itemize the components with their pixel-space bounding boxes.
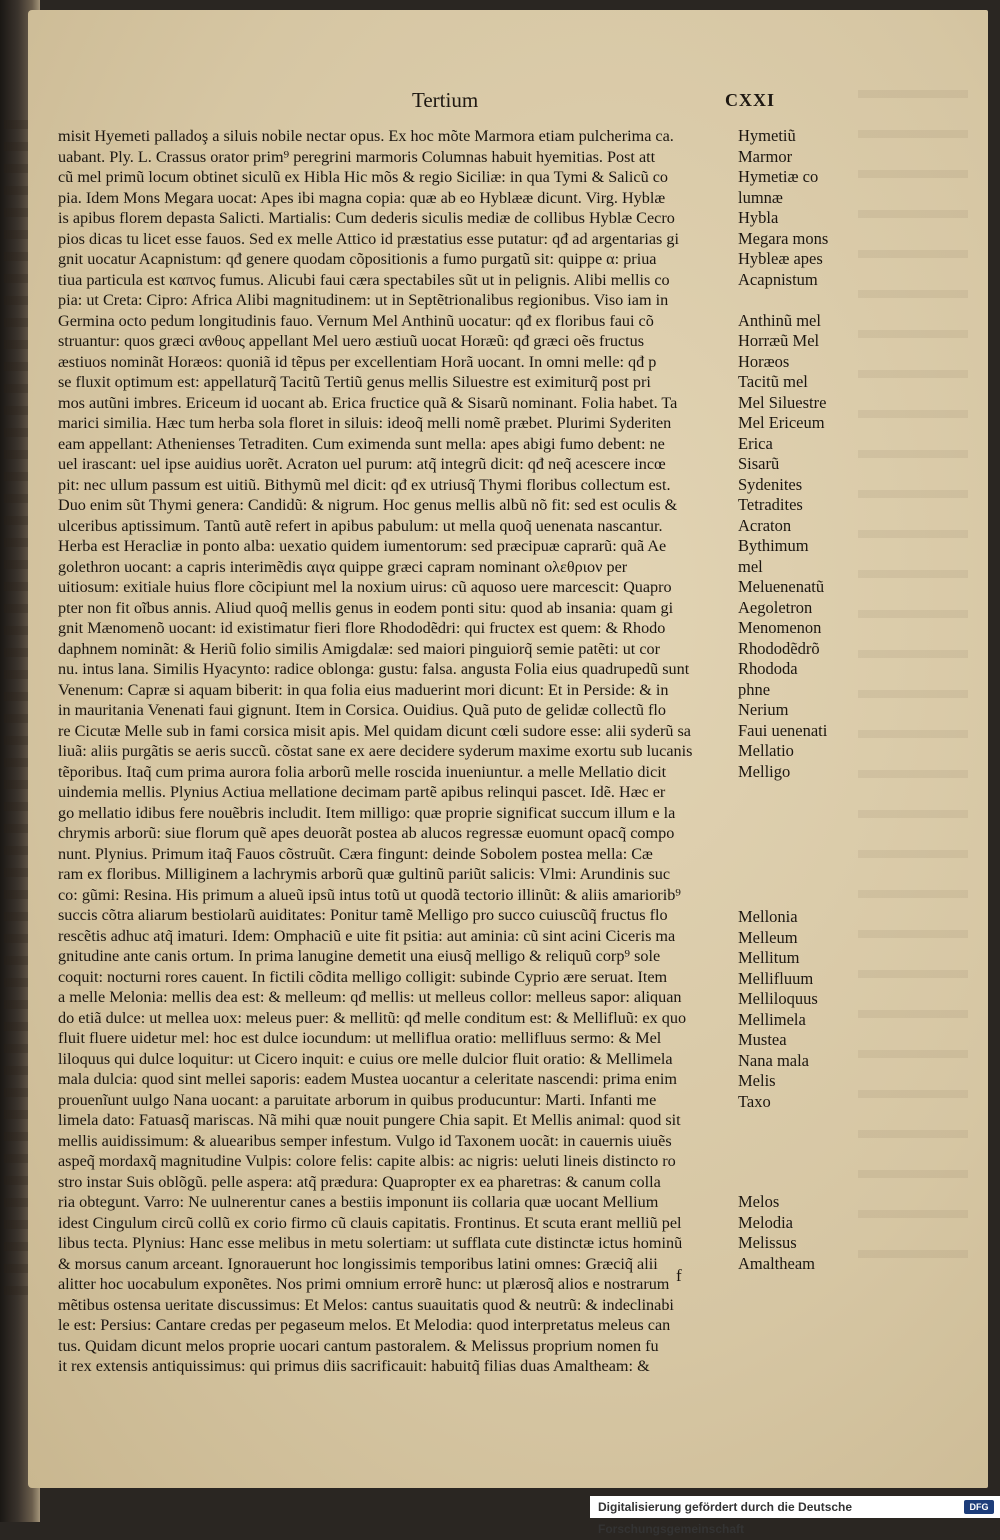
margin-notes-middle [738, 907, 858, 1112]
running-header [0, 88, 1000, 118]
text-line: æstiuos nominãt Horæos: quoniã id tẽpus per excellentiam Horã uocant. In omni melle: qđ p [58, 352, 657, 371]
margin-note: Melliloquus [738, 989, 818, 1008]
text-line: gnit uocatur Acapnistum: qđ genere quodam cõpositionis a fumo purgatũ sit: quippe α: priua [58, 250, 657, 268]
text-line: se fluxit optimum est: appellaturq̃ Tacitũ Tertiũ genus mellis Siluestre est eximiturq̃ post pri [58, 373, 651, 391]
margin-note: Taxo [738, 1091, 771, 1111]
margin-note: Mel Ericeum [738, 413, 825, 432]
text-line: a melle Melonia: mellis dea est: & melleum: qđ mellis: ut melleus collor: melleus sapor: aliquan [58, 988, 682, 1006]
margin-note: Acraton [738, 515, 792, 535]
margin-note: Tacitũ mel [738, 372, 808, 391]
margin-note: Erica [738, 433, 773, 453]
text-line: struantur: quos græci ανθους appellant Mel uero æstiuũ uocat Horæũ: qđ græci oẽs fructus [58, 332, 645, 350]
text-line: nunt. Plynius. Primum itaq̃ Fauos cõstruũt. Cæra fingunt: deinde Sobolem postea mella: Cæ [58, 844, 653, 863]
text-line: tẽporibus. Itaq̃ cum prima aurora folia arborũ melle roscida inueniuntur. a melle Mellatio dicit [58, 762, 667, 781]
text-line: gnit Mænomenõ uocant: id existimatur fieri flore Rhododẽdri: qui fructex est quem: & Rhodo [58, 619, 666, 637]
margin-note: Sisarũ [738, 454, 780, 473]
text-line: cũ mel primũ locum obtinet siculũ ex Hibla Hic mõs & regio Siciliæ: in qua Tymi & Salicũ co [58, 168, 669, 186]
text-line: pia: ut Creta: Cipro: Africa Alibi magnitudinem: ut in Septẽtrionalibus regionibus. Viso iam in [58, 291, 669, 309]
text-line: Herba est Heracliæ in ponto alba: uexatio quidem iumentorum: sed præcipuæ caprarũ: quã Ae [58, 537, 667, 555]
signature-mark: f [676, 1266, 682, 1285]
text-line: tiua particula est καπνος fumus. Alicubi faui cæra spectabiles sũt ut in pelignis. Alibi mellis co [58, 270, 670, 289]
margin-note: Hybla [738, 208, 779, 227]
text-line: ram ex floribus. Milliginem a lachrymis arborũ quæ gultinũ pariũt salicis: Vlmi: Arundinis suc [58, 865, 671, 883]
text-line: mellis auidissimum: & aluearibus semper infestum. Vulgo id Taxonem uocãt: in cauernis uiuẽs [58, 1131, 672, 1150]
text-line: tus. Quidam dicunt melos proprie uocari cantum pastoralem. & Melissus proprium nomen fu [58, 1336, 659, 1355]
margin-note: Mellatio [738, 741, 794, 760]
text-line: pios dicas tu licet esse fauos. Sed ex melle Attico id præstatius esse putatur: qđ ad argentarias gi [58, 229, 679, 248]
text-line: uindemia mellis. Plynius Actiua mellatione decimam partẽ apibus relinqui pascet. Idẽ. Hæc er [58, 783, 666, 801]
margin-note: Mustea [738, 1030, 787, 1049]
text-line: le est: Persius: Cantare credas per pegaseum melos. Et Melodia: quod interpretatus meleus can [58, 1316, 671, 1334]
text-line: uabant. Ply. L. Crassus orator prim⁹ peregrini marmoris Columnas habuit hyemitias. Post att [58, 147, 656, 166]
text-line: liloquus qui dulce loquitur: ut Cicero inquit: e cuius ore melle dulcior fluit oratio: & Mellimela [58, 1049, 673, 1068]
margin-note: Acapnistum [738, 269, 818, 289]
margin-note: Mellifluum [738, 968, 814, 988]
margin-note: Mel Siluestre [738, 392, 827, 412]
margin-note: Melodia [738, 1212, 793, 1232]
text-line: Duo enim sũt Thymi genera: Candidũ: & nigrum. Hoc genus mellis albũ nõ fit: sed est oculis & [58, 496, 678, 514]
text-line: pia. Idem Mons Megara uocat: Apes ibi magna copia: quæ ab eo Hyblææ dicunt. Virg. Hyblæ [58, 188, 666, 207]
text-line: mẽtibus ostensa ueritate discussimus: Et Melos: cantus suauitatis quod & neutrũ: & indeclinabi [58, 1295, 674, 1314]
margin-note: Horæos [738, 351, 790, 371]
digitization-credit-bar [590, 1496, 1000, 1536]
text-line: co: gũmi: Resina. His primum a alueũ ipsũ intus totũ ut quodã tectorio illinũt: & aliis amariorib⁹ [58, 885, 681, 904]
margin-note: Melos [738, 1192, 780, 1211]
margin-note: Mellonia [738, 907, 798, 926]
margin-note: Bythimum [738, 536, 809, 555]
text-line: do etiã dulce: ut mellea uox: meleus puer: & mellitũ: qđ melle conditum est: & Mellifluũ: ex quo [58, 1008, 687, 1027]
text-line: re Cicutæ Melle sub in fami corsica misit apis. Mel quidam dicunt cœli sudore esse: alii syderũ sa [58, 721, 691, 740]
margin-notes-lower [738, 1192, 858, 1274]
margin-note: Menomenon [738, 618, 822, 637]
text-line: uitiosum: exitiale huius flore cõcipiunt mel la noxium uirus: cũ aquoso uere marcescit: Quapro [58, 578, 672, 596]
margin-note: Melligo [738, 761, 791, 781]
text-line: uel irascant: uel ipse auidius uorẽt. Acraton uel purum: atq̃ integrũ dicit: qđ neq̃ acescere incœ [58, 455, 666, 473]
margin-note: phne [738, 679, 771, 699]
main-text-column [58, 126, 734, 1377]
text-line: Venenum: Capræ si aquam biberit: in qua folia eius maduerint mori dicunt: Et in Perside: & in [58, 680, 669, 699]
text-line: fluit fluere uidetur mel: hoc est dulce iocundum: ut melliflua oratio: mellifluus sermo: & Mel [58, 1029, 662, 1047]
margin-note: Hybleæ apes [738, 249, 823, 268]
margin-note: Melissus [738, 1233, 797, 1252]
margin-note: mel [738, 556, 763, 576]
margin-note: Melis [738, 1071, 776, 1090]
folio-number: CXXI [725, 90, 776, 110]
margin-notes-upper [738, 126, 858, 782]
text-line: aspeq̃ mordaxq̃ magnitudine Vulpis: colore felis: capite albis: ac nigris: ueluti lineis distincto ro [58, 1152, 676, 1170]
text-line: nu. intus lana. Similis Hyacynto: radice oblonga: gustu: falsa. angusta Folia eius quadrupedũ sunt [58, 660, 690, 678]
text-line: in mauritania Venenati faui gignunt. Item in Corsica. Ouidius. Quã puto de gelidæ collectũ flo [58, 701, 666, 719]
text-line: golethron uocant: a capris interimẽdis αιγα quippe græci capram nominant ολεθριον per [58, 557, 628, 576]
margin-note: Mellimela [738, 1009, 806, 1029]
text-line: & morsus canum arceant. Ignorauerunt hoc longissimis temporibus latini omnes: Græciq̃ alii [58, 1254, 658, 1273]
margin-note: Aegoletron [738, 597, 813, 617]
text-line: Germina octo pedum longitudinis fauo. Vernum Mel Anthinũ uocatur: qđ ex floribus faui cõ [58, 311, 654, 330]
margin-note: Faui uenenati [738, 720, 828, 740]
text-line: pter non fit oĩbus annis. Aliud quoq̃ mellis genus in eodem ponti situ: quod ab insania: quam gi [58, 598, 674, 617]
text-line: ria obtegunt. Varro: Ne uulnerentur canes a bestiis imponunt iis collaria quæ uocant Mellium [58, 1193, 659, 1211]
text-line: daphnem nominãt: & Heriũ folio similis Amigdalæ: sed maiori pinguiorq̃ semie patẽti: ut cor [58, 639, 660, 658]
margin-note: Marmor [738, 146, 793, 166]
margin-note: Nana mala [738, 1050, 810, 1070]
text-line: liuã: aliis purgãtis se aeris succũ. cõstat sane ex aere decidere syderum maxime exortu sub lucanis [58, 742, 693, 760]
margin-note: Anthinũ mel [738, 310, 821, 330]
text-line: chrymis arborũ: siue florum quẽ apes deuorãt postea ab alucos regressæ euomunt opacq̃ compo [58, 824, 675, 842]
text-line: rescẽtis adhuc atq̃ imaturi. Idem: Omphaciũ e uite fit psitia: aut aminia: cũ sint acini Ciceris ma [58, 926, 676, 945]
margin-note: Megara mons [738, 228, 829, 248]
dfg-logo: DFG [964, 1500, 994, 1514]
text-line: it rex extensis antiquissimus: qui primus diis sacrificauit: habuitq̃ filias duas Amaltheam: & [58, 1357, 650, 1375]
text-line: mala dulcia: quod sint mellei saporis: eadem Mustea uocantur a celeritate nascendi: prima enim [58, 1070, 677, 1088]
text-line: limela dato: Fatuasq̃ mariscas. Nã mihi quæ nouit pungere Chia sapit. Et Mellis animal: quod sit [58, 1111, 681, 1129]
margin-note: Nerium [738, 700, 789, 719]
text-line: idest Cingulum circũ collũ ex corio firmo cũ clauis capitatis. Frontinus. Et scuta erant melliũ pel [58, 1213, 682, 1232]
text-line: stro instar Suis oblõgũ. pelle aspera: atq̃ prædura: Quapropter ex ea pharetras: & canum colla [58, 1172, 661, 1191]
text-line: misit Hyemeti palladoş a siluis nobile nectar opus. Ex hoc mõte Marmora etiam pulcherima ca. [58, 127, 674, 145]
margin-note: Amaltheam [738, 1253, 815, 1273]
margin-note: Meluenenatũ [738, 577, 825, 596]
credit-text: Digitalisierung gefördert durch die Deutsche Forschungsgemeinschaft [598, 1500, 853, 1536]
text-line: ulceribus aptissimum. Tantũ autẽ refert in apibus pabulum: ut mella quoq̃ uenenata nascantur. [58, 516, 663, 535]
margin-note: Mellitum [738, 948, 800, 967]
text-line: prouenĩunt uulgo Nana uocant: a paruitate arborum in quibus producuntur: Marti. Infanti me [58, 1090, 657, 1109]
margin-note: Sydenites [738, 474, 803, 494]
margin-note [738, 290, 858, 311]
text-line: is apibus florem depasta Salicti. Martialis: Cum dederis siculis mediæ de collibus Hyblæ Cecro [58, 209, 675, 227]
text-line: go mellatio idibus fere nouẽbris includit. Item milligo: quæ proprie significat succum illum e la [58, 803, 676, 822]
margin-note: Horræũ Mel [738, 331, 820, 350]
margin-note: Rhododa [738, 659, 798, 678]
text-line: eam appellant: Athenienses Tetraditen. Cum eximenda sunt mella: apes abigi fumo debent: ne [58, 434, 665, 453]
text-line: mos autũni imbres. Ericeum id uocant ab. Erica fructice quã & Sisarũ nominant. Folia habet. Ta [58, 393, 678, 412]
text-line: marici similia. Hæc tum herba sola floret in siluis: ideoq̃ melli nomẽ præbet. Plurimi Syderiten [58, 414, 672, 432]
margin-note: Tetradites [738, 495, 803, 514]
margin-note: Melleum [738, 927, 798, 947]
show-through-text [858, 90, 968, 1290]
text-line: pit: nec ullum passum est uitiũ. Bithymũ mel dicit: qđ ex utriusq̃ Thymi floribus collectum est. [58, 475, 671, 494]
text-line: alitter hoc uocabulum exponẽtes. Nos primi omnium errorẽ hunc: ut plærosq̃ alios e nostrarum [58, 1275, 670, 1293]
text-line: coquit: nocturni rores cauent. In fictili cõdita melligo colligit: subinde Cyprio ære seruat. Item [58, 967, 668, 986]
text-line: gnitudine ante canis ortum. In prima lanugine demetit una eiusq̃ melligo & reliquũ corp⁹ sole [58, 947, 661, 965]
text-line: succis cõtra aliarum bestiolarũ auiditates: Ponitur tamẽ Melligo pro succo cuiuscũq̃ fructus flo [58, 906, 668, 924]
margin-note: lumnæ [738, 187, 783, 207]
margin-note: Hymetiæ co [738, 167, 819, 186]
running-title: Tertium [412, 88, 479, 112]
margin-note: Hymetiũ [738, 126, 796, 145]
margin-note: Rhododẽdrõ [738, 638, 820, 658]
text-line: libus tecta. Plynius: Hanc esse melibus in metu solertiam: ut sufflata cute distinctæ ictus hominũ [58, 1234, 683, 1252]
